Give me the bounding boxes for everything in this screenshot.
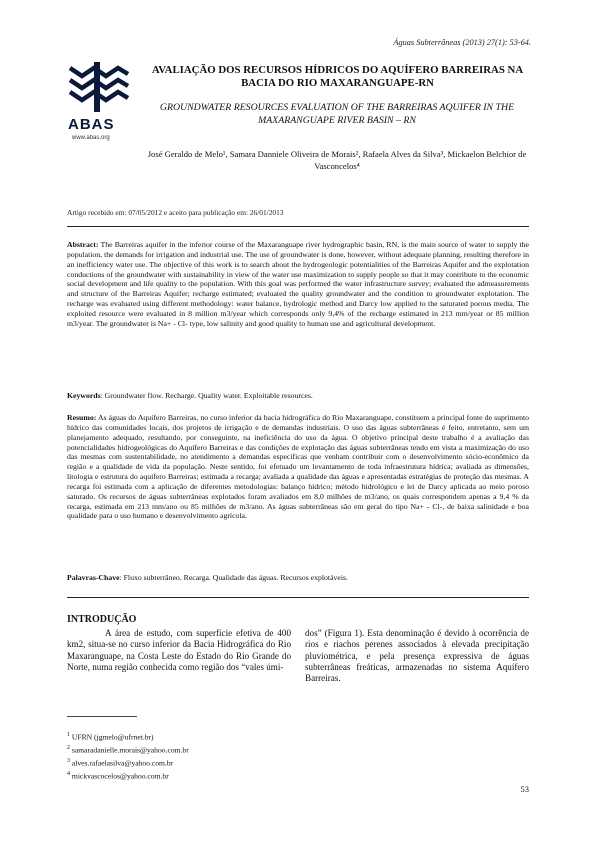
authors: José Geraldo de Melo¹, Samara Danniele Oliveira de Morais², Rafaela Alves da Silva³, Mickaelon Belchior de Vasconcelos⁴ [147, 149, 527, 171]
footnote-2: $^2$ samaradanielle.morais@yahoo.com.br [67, 745, 189, 755]
divider-top [67, 226, 529, 227]
footnote-rule [67, 716, 137, 717]
palavras-label: Palavras-Chave [67, 573, 120, 582]
footnotes [67, 730, 367, 783]
palavras-chave [67, 573, 529, 583]
intro-column-left: A área de estudo, com superfície efetiva de 400 km2, situa-se no curso inferior da Bacia Hidrográfica do Rio Maxaranguape, na Costa Leste do Estado do Rio Grande do Norte, numa região conhecida como região dos “vales úmi- [67, 628, 291, 672]
footnote-4: $^4$ mickvascocelos@yahoo.com.br [67, 771, 169, 781]
journal-reference: Águas Subterrâneas (2013) 27(1): 53-64. [393, 38, 531, 47]
abas-emblem-icon [66, 62, 132, 116]
logo-url: www.abas.org [72, 135, 110, 141]
resumo [67, 413, 529, 521]
intro-column-right: dos” (Figura 1). Esta denominação é devido à ocorrência de rios e riachos perenes associados à elevada precipitação pluviométrica, e pela presença expressiva de águas subterrâneas freáticas, armazenadas no sistema Aquífero Barreiras. [305, 628, 529, 684]
title-portuguese: AVALIAÇÃO DOS RECURSOS HÍDRICOS DO AQUÍFERO BARREIRAS NA BACIA DO RIO MAXARANGUAPE-RN [151, 64, 524, 89]
resumo-text: As águas do Aquífero Barreiras, no curso inferior da bacia hidrográfica do Rio Maxaranguape, constituem a principal fonte de suprimento hídrico das comunidades locais, dos projetos de irrigação e de demandas industriais. O uso das águas subterrâneas é feito, entretanto, sem um planejamento adequado, resultando, por conseguinte, na ineficiência do uso da água. O objetivo principal deste trabalho é a avaliação das potencialidades hidrogeológicas do Aquífero Barreiras e das condições de explotação das águas subterrâneas tendo em vista a maximização do uso das mesmas com sustentabilidade, no atendimento a demandas específicas que venham contribuir com o desenvolvimento sócio-econômico da região e a qualidade de vida da população. Neste sentido, foi efetuado um levantamento de toda infraestrutura hídrica; avaliada as dimensões, litologia e estrutura do aquífero Barreiras; estimada a recarga; avaliada a qualidade das águas e apresentadas estratégias de proteção das mesmas. A recarga foi estimada com a aplicação de diferentes metodologias: balanço hídrico; método hidrológico e lei de Darcy aplicada ao meio poroso saturado. Os recursos de águas subterrâneas explotados foram avaliados em 8,0 milhões de m3/ano, os quais correspondem apenas a 9,4 % da recarga, estimada em 213 mm/ano ou 85 milhões de m3/ano. As águas subterrâneas são em geral do tipo Na+ - Cl-, de baixa salinidade e boa qualidade para o uso humano e desenvolvimento agrícola. [67, 413, 529, 521]
keywords-text: : Groundwater flow. Recharge. Quality water. Exploitable resources. [100, 391, 313, 400]
logo-name: ABAS [68, 116, 115, 133]
abstract [67, 240, 529, 329]
received-date: Artigo recebido em: 07/05/2012 e aceito para publicação em: 26/01/2013 [67, 208, 284, 217]
keywords-label: Keywords [67, 391, 101, 400]
abas-logo [66, 62, 132, 154]
abstract-text: The Barreiras aquifer in the inferior course of the Maxaranguape river hydrographic basin, RN, is the main source of water to supply the population, the demands for irrigation and industrial use. The use of groundwater is done, however, without adequate planning, resulting therefore in an inefficiency water use. The objective of this work is to search about the hydrogeologic potentialities of the Barreiras Aquifer and the explotation conductions of the groundwater with sustainability in view of the water use maximization to supply people so that it may contribute to the economic social development and life quality to the population. With this goal was performed the water infrastructure survey; evaluated the admeasurements and structure of the Barreiras Aquifer; recharge estimated; evaluated the quality groundwater and the condition to groundwater explotation. The recharge was evaluated using different methodology: water balance, hydrologic method and Darcy low applied to the saturated porous media. The exploited resource were evaluated in 8 million m3/year which corresponds only 9,4% of the recharge estimated in 213 mm/year or 85 million m3/year. The groundwater is Na+ - Cl- type, low salinity and good quality to human use and agricultural development. [67, 240, 529, 328]
abstract-label: Abstract: [67, 240, 99, 249]
palavras-text: : Fluxo subterrâneo. Recarga. Qualidade das águas. Recursos explotáveis. [119, 573, 348, 582]
footnote-3: $^3$ alves.rafaelasilva@yahoo.com.br [67, 758, 174, 768]
divider-middle [67, 597, 529, 598]
footnote-1: $^1$ UFRN (jgmelo@ufrnet.br) [67, 732, 154, 742]
resumo-label: Resumo: [67, 413, 97, 422]
keywords [67, 391, 529, 401]
page-number: 53 [520, 784, 529, 794]
title-english: GROUNDWATER RESOURCES EVALUATION OF THE BARREIRAS AQUIFER IN THE MAXARANGUAPE RIVER BASIN – RN [159, 102, 515, 126]
section-heading-introduction: INTRODUÇÃO [67, 614, 137, 625]
